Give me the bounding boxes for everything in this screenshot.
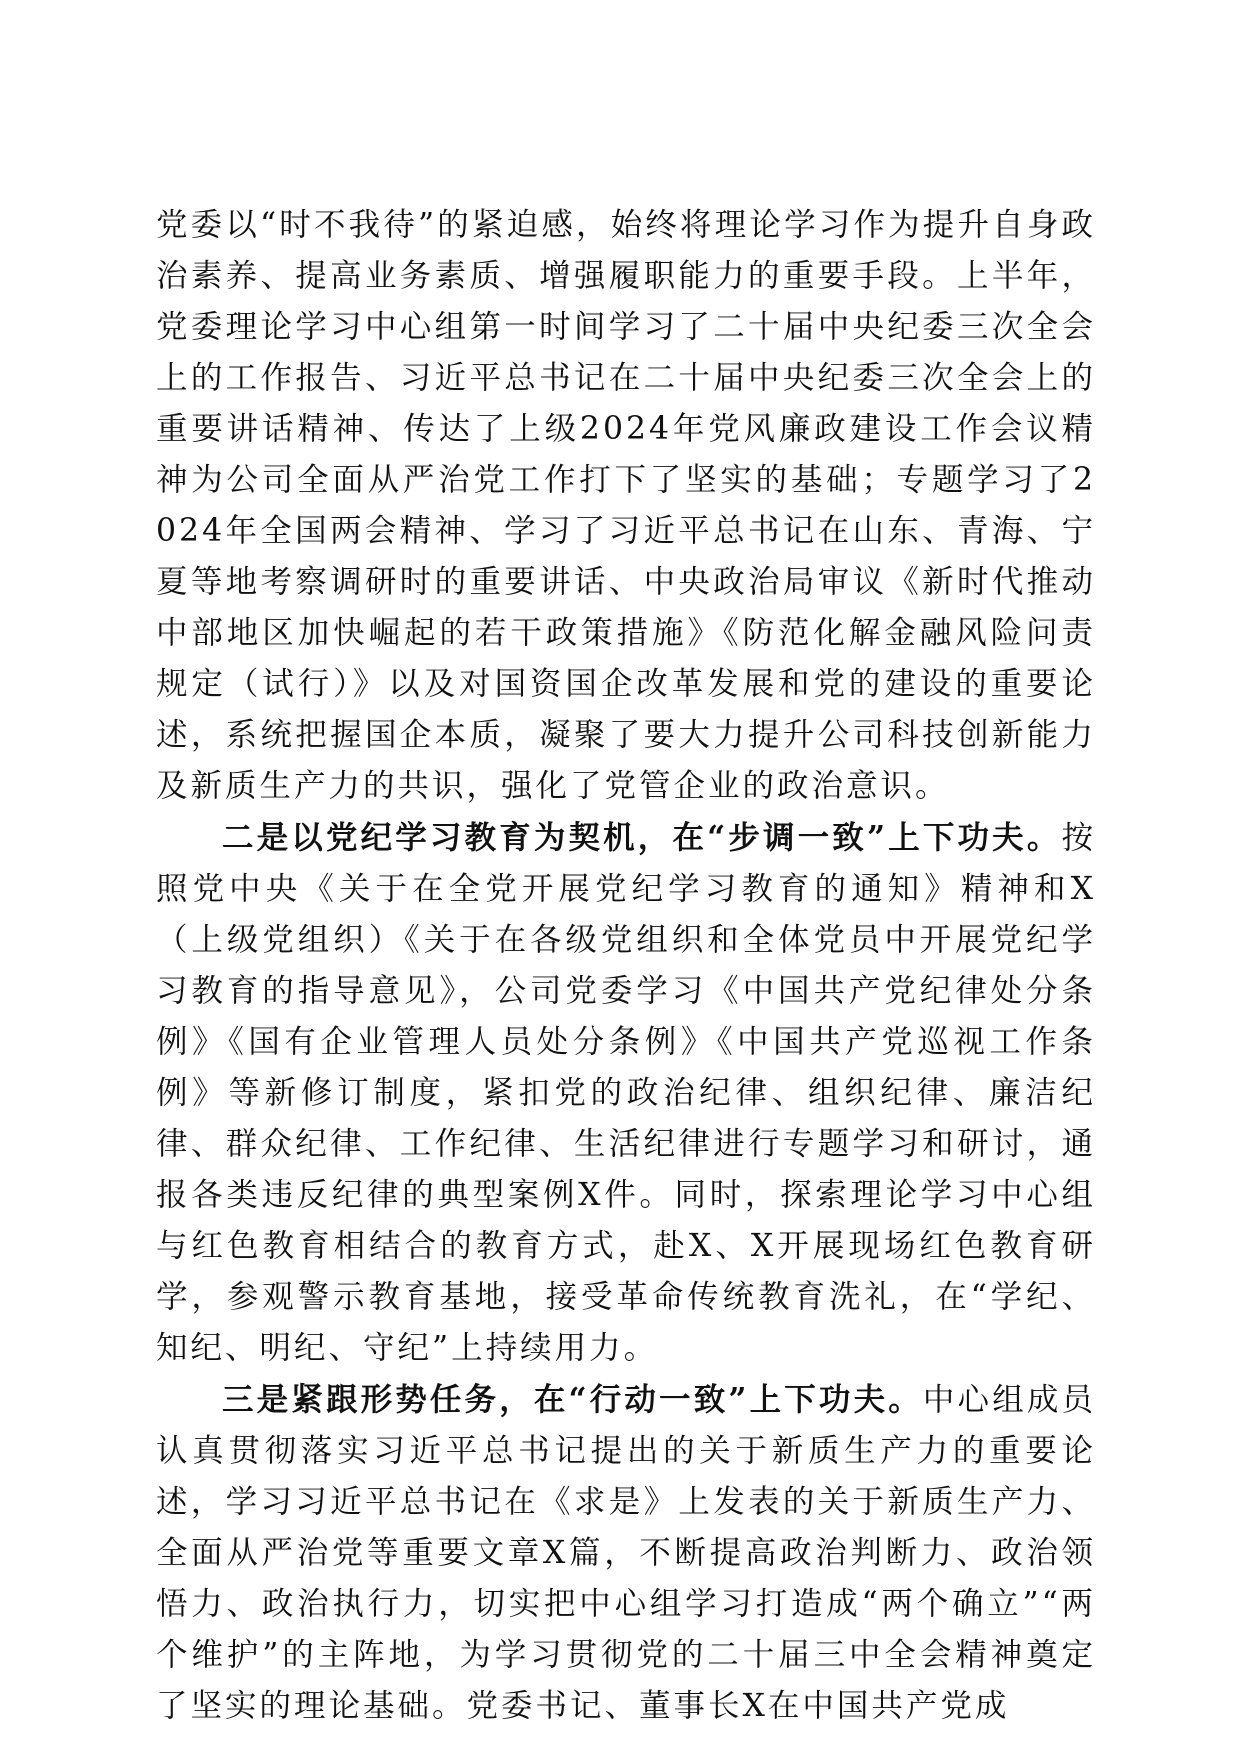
paragraph-text: 党委以“时不我待”的紧迫感，始终将理论学习作为提升自身政治素养、提高业务素质、增强履职能力的重要手段。上半年，党委理论学习中心组第一时间学习了二十届中央纪委三次全会上的工作报告、习近平总书记在二十届中央纪委三次全会上的重要讲话精神、传达了上级2024年党风廉政建设工作会议精神为公司全面从严治党工作打下了坚实的基础；专题学习了2024年全国两会精神、学习了习近平总书记在山东、青海、宁夏等地考察调研时的重要讲话、中央政治局审议《新时代推动中部地区加快崛起的若干政策措施》《防范化解金融风险问责规定（试行）》以及对国资国企改革发展和党的建设的重要论述，系统把握国企本质，凝聚了要大力提升公司科技创新能力及新质生产力的共识，强化了党管企业的政治意识。 [156,207,1096,804]
document-body [156,200,1096,1732]
paragraph-text: 中心组成员认真贯彻落实习近平总书记提出的关于新质生产力的重要论述，学习习近平总书记在《求是》上发表的关于新质生产力、全面从严治党等重要文章X篇，不断提高政治判断力、政治领悟力、政治执行力，切实把中心组学习打造成“两个确立”“两个维护”的主阵地，为学习贯彻党的二十届三中全会精神奠定了坚实的理论基础。党委书记、董事长X在中国共产党成 [156,1382,1096,1724]
paragraph-heading: 二是以党纪学习教育为契机，在“步调一致”上下功夫。 [222,819,1062,856]
paragraph-text: 按照党中央《关于在全党开展党纪学习教育的通知》精神和X（上级党组织）《关于在各级党组织和全体党员中开展党纪学习教育的指导意见》，公司党委学习《中国共产党纪律处分条例》《国有企业管理人员处分条例》《中国共产党巡视工作条例》等新修订制度，紧扣党的政治纪律、组织纪律、廉洁纪律、群众纪律、工作纪律、生活纪律进行专题学习和研讨，通报各类违反纪律的典型案例X件。同时，探索理论学习中心组与红色教育相结合的教育方式，赴X、X开展现场红色教育研学，参观警示教育基地，接受革命传统教育洗礼，在“学纪、知纪、明纪、守纪”上持续用力。 [156,820,1096,1366]
paragraph-situation-tasks [156,1374,1096,1732]
paragraph-theory-study [156,200,1096,812]
paragraph-heading: 三是紧跟形势任务，在“行动一致”上下功夫。 [222,1381,923,1418]
paragraph-party-discipline [156,812,1096,1374]
